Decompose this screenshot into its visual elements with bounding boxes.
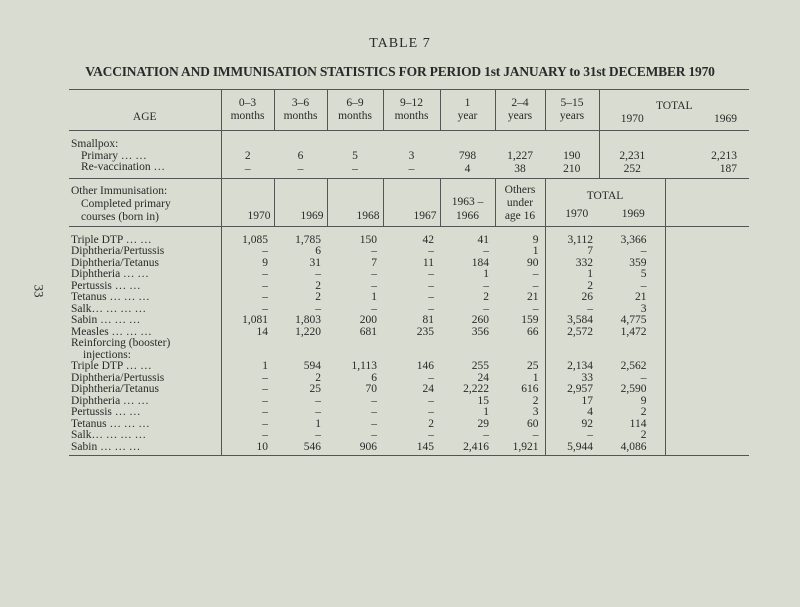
value-cell: 2 (315, 371, 321, 384)
empty-cell (440, 131, 495, 151)
value-cell: 17 (545, 396, 599, 408)
value-cell: – (640, 245, 647, 257)
header-text: 2–4 (511, 97, 529, 109)
value-cell: 681 (359, 325, 377, 338)
row-label: Triple DTP … … (71, 233, 152, 246)
value-cell: – (221, 373, 274, 385)
value-cell: 41 (477, 233, 489, 246)
booster-row (69, 361, 749, 373)
value-cell: 210 (545, 162, 599, 178)
empty-cell (545, 131, 599, 151)
empty-cell (665, 292, 749, 304)
empty-cell (495, 338, 545, 361)
empty-cell (221, 338, 274, 361)
value-cell: 21 (527, 291, 539, 303)
value-cell: 2 (545, 281, 599, 293)
range-header (440, 178, 495, 226)
value-cell: 359 (629, 256, 647, 269)
value-cell: 42 (422, 233, 434, 246)
empty-cell (665, 178, 749, 226)
section-heading: Smallpox: (71, 138, 119, 150)
header-text: courses (born in) (81, 210, 159, 223)
header-text: Reinforcing (booster) (71, 337, 171, 349)
value-cell: – (428, 268, 434, 280)
value-cell: 1 (545, 269, 599, 281)
value-cell: 4 (545, 407, 599, 419)
row-label: Diphtheria/Tetanus (71, 256, 159, 269)
value-cell: 1 (371, 291, 377, 303)
value-cell: 24 (422, 383, 434, 395)
value-cell: 66 (527, 325, 539, 338)
value-cell: – (371, 429, 377, 441)
empty-cell (665, 258, 749, 270)
value-cell: 187 (665, 162, 749, 178)
value-cell: – (221, 246, 274, 258)
value-cell: 9 (221, 258, 274, 270)
value-cell: 29 (477, 417, 489, 430)
value-cell: 5,944 (545, 442, 599, 456)
value-cell: 159 (521, 314, 539, 326)
empty-cell (665, 407, 749, 419)
value-cell: 184 (471, 256, 489, 269)
value-cell: – (545, 304, 599, 316)
value-cell: – (428, 406, 434, 418)
value-cell: 60 (527, 417, 539, 430)
empty-cell (327, 131, 383, 151)
total-year-header: 1970 (599, 113, 665, 131)
value-cell: – (371, 406, 377, 418)
header-text: 1 (464, 97, 471, 109)
value-cell: – (371, 268, 377, 280)
birth-year-header: 1967 (383, 178, 440, 226)
empty-cell (665, 281, 749, 293)
booster-row (69, 407, 749, 419)
value-cell: 1 (483, 406, 489, 418)
others-header (495, 178, 545, 226)
value-cell: 1,113 (351, 360, 377, 372)
header-text: 5–15 (560, 97, 584, 109)
value-cell: 200 (359, 314, 377, 326)
value-cell: – (545, 430, 599, 442)
booster-heading-row (69, 338, 749, 361)
header-text: under (506, 196, 534, 209)
empty-cell (665, 269, 749, 281)
empty-cell (665, 304, 749, 316)
value-cell: 25 (309, 383, 321, 395)
value-cell: 332 (545, 258, 599, 270)
primary-row (69, 269, 749, 281)
primary-row (69, 304, 749, 316)
empty-cell (665, 442, 749, 456)
value-cell: 2,222 (463, 383, 489, 395)
value-cell: 4 (440, 162, 495, 178)
value-cell: – (315, 406, 321, 418)
value-cell: 15 (477, 394, 489, 407)
value-cell: – (221, 384, 274, 396)
total-header: TOTAL (599, 90, 749, 114)
value-cell: 33 (545, 373, 599, 385)
value-cell: – (371, 279, 377, 292)
value-cell: 1,803 (295, 314, 321, 326)
table-subtitle: VACCINATION AND IMMUNISATION STATISTICS FOR PERIOD 1st JANUARY to 31st DECEMBER 1970 (85, 64, 715, 79)
header-text: year (457, 110, 478, 122)
empty-cell (274, 338, 327, 361)
value-cell: 2 (532, 394, 539, 407)
value-cell: 1,921 (495, 442, 545, 456)
value-cell: 1,785 (295, 233, 321, 246)
vaccination-table (69, 89, 749, 456)
value-cell: 2,590 (620, 383, 647, 395)
value-cell: 260 (471, 314, 489, 326)
value-cell: 2 (483, 291, 489, 303)
row-label: Measles … … … (71, 325, 152, 338)
header-text: age 16 (504, 209, 536, 222)
value-cell: – (221, 292, 274, 304)
value-cell: 92 (545, 419, 599, 431)
value-cell: 114 (629, 417, 647, 430)
row-label: Diphtheria/Pertussis (71, 245, 165, 257)
row-label: Diphtheria … … (71, 394, 149, 407)
other-immunisation-label (69, 178, 221, 226)
primary-row (69, 292, 749, 304)
value-cell: 2,957 (545, 384, 599, 396)
value-cell: 4,086 (599, 442, 665, 456)
value-cell: 190 (563, 149, 581, 162)
value-cell: 2,572 (545, 327, 599, 339)
header-text: 1963 – (451, 195, 484, 208)
header-text: Completed primary (81, 197, 171, 210)
value-cell: 255 (471, 360, 489, 372)
row-label: Re-vaccination … (69, 162, 221, 178)
primary-row (69, 281, 749, 293)
empty-cell (274, 131, 327, 151)
value-cell: 2 (428, 417, 434, 430)
empty-cell (665, 361, 749, 373)
header-text: months (338, 110, 372, 122)
value-cell: 356 (471, 325, 489, 338)
smallpox-row (69, 162, 749, 178)
header-text: months (394, 110, 429, 122)
value-cell: – (640, 279, 647, 292)
value-cell: 906 (327, 442, 383, 456)
empty-cell (665, 430, 749, 442)
empty-cell (221, 131, 274, 151)
value-cell: 1,472 (620, 325, 647, 338)
value-cell: 1 (483, 268, 489, 280)
value-cell: 2 (640, 406, 647, 418)
value-cell: 1,085 (221, 226, 274, 246)
booster-row (69, 396, 749, 408)
header-text: TOTAL (586, 189, 624, 202)
value-cell: 4,775 (620, 314, 647, 326)
value-cell: 235 (416, 325, 434, 338)
empty-cell (665, 131, 749, 151)
empty-cell (665, 419, 749, 431)
booster-row (69, 384, 749, 396)
header-row-top (69, 90, 749, 114)
value-cell: – (532, 302, 539, 315)
header-text: months (230, 110, 265, 122)
age-group-header (495, 90, 545, 131)
header-text: 6–9 (346, 97, 364, 109)
value-cell: 7 (545, 246, 599, 258)
empty-cell (495, 131, 545, 151)
value-cell: – (428, 394, 434, 407)
age-group-header (274, 90, 327, 131)
value-cell: 2 (315, 279, 321, 292)
empty-cell (327, 338, 383, 361)
age-group-header (327, 90, 383, 131)
value-cell: 90 (527, 256, 539, 269)
empty-cell (665, 396, 749, 408)
value-cell: 3 (640, 302, 647, 315)
value-cell: 3,584 (545, 315, 599, 327)
row-label: Salk… … … … (71, 429, 147, 441)
value-cell: 26 (545, 292, 599, 304)
empty-cell (665, 246, 749, 258)
value-cell: 616 (521, 383, 539, 395)
value-cell: – (221, 162, 274, 178)
value-cell: 21 (635, 291, 647, 303)
row-label: Diphtheria/Pertussis (71, 371, 165, 384)
header-text: 3–6 (291, 97, 310, 109)
age-group-header (440, 90, 495, 131)
total-year-header: 1969 (665, 113, 749, 131)
value-cell: 10 (221, 442, 274, 456)
header2-row (69, 178, 749, 226)
row-label: Diphtheria … … (71, 268, 149, 280)
table-title: TABLE 7 (369, 36, 431, 51)
row-label: Tetanus … … … (71, 291, 150, 303)
primary-row (69, 226, 749, 246)
value-cell: 1,081 (221, 315, 274, 327)
value-cell: – (428, 291, 434, 303)
row-label: Sabin … … … (69, 442, 221, 456)
age-group-header (221, 90, 274, 131)
empty-cell (545, 338, 599, 361)
value-cell: 25 (527, 360, 539, 372)
value-cell: – (371, 417, 377, 430)
primary-row (69, 315, 749, 327)
empty-cell (665, 226, 749, 246)
header-text: 1969 (621, 207, 645, 220)
section-heading (69, 338, 221, 361)
value-cell: – (221, 407, 274, 419)
value-cell: 1 (532, 245, 539, 257)
header-text: injections: (83, 348, 131, 361)
value-cell: – (327, 162, 383, 178)
header-text: years (507, 110, 533, 122)
row-label: Triple DTP … … (71, 360, 152, 372)
value-cell: – (640, 371, 647, 384)
value-cell: 70 (365, 383, 377, 395)
value-cell: 6 (315, 245, 321, 257)
value-cell: – (428, 245, 434, 257)
value-cell: – (371, 302, 377, 315)
value-cell: 2,213 (711, 149, 737, 162)
header-text: 1966 (456, 209, 479, 222)
value-cell: 2,562 (620, 360, 647, 372)
row-label: Sabin … … … (71, 314, 141, 326)
value-cell: – (315, 394, 321, 407)
page-number: 33 (31, 284, 47, 298)
value-cell: 798 (458, 149, 477, 162)
value-cell: 14 (221, 327, 274, 339)
value-cell: – (532, 429, 539, 441)
empty-cell (665, 338, 749, 361)
empty-cell (383, 338, 440, 361)
header-text: months (283, 110, 318, 122)
value-cell: – (221, 396, 274, 408)
value-cell: 11 (422, 256, 434, 269)
birth-year-header: 1969 (274, 178, 327, 226)
value-cell: 3,366 (620, 233, 647, 246)
booster-row (69, 419, 749, 431)
value-cell: 38 (495, 162, 545, 178)
value-cell: – (315, 268, 321, 280)
smallpox-row (69, 151, 749, 163)
value-cell: 150 (359, 233, 377, 246)
value-cell: – (221, 269, 274, 281)
empty-cell (440, 338, 495, 361)
booster-row (69, 430, 749, 442)
value-cell: – (428, 429, 434, 441)
value-cell: – (483, 245, 489, 257)
value-cell: 2,231 (599, 151, 665, 163)
value-cell: – (428, 371, 434, 384)
value-cell: – (483, 429, 489, 441)
birth-year-header: 1968 (327, 178, 383, 226)
value-cell: 146 (416, 360, 434, 372)
value-cell: – (483, 302, 489, 315)
age-group-header (383, 90, 440, 131)
value-cell: 1 (221, 361, 274, 373)
booster-row (69, 373, 749, 385)
value-cell: 6 (371, 371, 377, 384)
value-cell: 2 (221, 151, 274, 163)
header-text: 1970 (565, 207, 589, 220)
value-cell: 3 (408, 149, 415, 162)
row-label: Pertussis … … (71, 406, 141, 418)
value-cell: 145 (383, 442, 440, 456)
value-cell: 1,220 (295, 325, 321, 338)
value-cell: 9 (532, 233, 539, 246)
value-cell: 594 (303, 360, 321, 372)
value-cell: 7 (371, 256, 377, 269)
value-cell: 1,227 (507, 149, 533, 162)
value-cell: – (221, 281, 274, 293)
smallpox-heading-row (69, 131, 749, 151)
empty-cell (665, 373, 749, 385)
value-cell: – (532, 279, 539, 292)
value-cell: – (315, 429, 321, 441)
value-cell: – (371, 245, 377, 257)
value-cell: – (221, 304, 274, 316)
row-label: Tetanus … … … (71, 417, 150, 430)
birth-year-header: 1970 (221, 178, 274, 226)
primary-row (69, 258, 749, 270)
row-label: Pertussis … … (71, 279, 141, 292)
empty-cell (599, 131, 665, 151)
row-label: Primary … … (81, 149, 147, 162)
header-text: 9–12 (400, 97, 423, 109)
header-text: Others (504, 183, 536, 196)
value-cell: 31 (309, 256, 321, 269)
value-cell: 252 (599, 162, 665, 178)
age-group-header (545, 90, 599, 131)
row-label: Salk… … … … (71, 302, 147, 315)
value-cell: 3,112 (545, 226, 599, 246)
value-cell: 2 (640, 429, 647, 441)
booster-row (69, 442, 749, 456)
value-cell: – (221, 430, 274, 442)
empty-cell (665, 315, 749, 327)
empty-cell (665, 384, 749, 396)
value-cell: 2 (315, 291, 321, 303)
value-cell: – (221, 419, 274, 431)
value-cell: – (532, 268, 539, 280)
primary-row (69, 246, 749, 258)
value-cell: 1 (532, 371, 539, 384)
value-cell: – (383, 162, 440, 178)
value-cell: – (274, 162, 327, 178)
empty-cell (599, 338, 665, 361)
value-cell: – (483, 279, 489, 292)
value-cell: – (315, 302, 321, 315)
value-cell: – (371, 394, 377, 407)
value-cell: 6 (297, 149, 304, 162)
primary-row (69, 327, 749, 339)
total2-header (545, 178, 665, 226)
empty-cell (665, 327, 749, 339)
header-text: Other Immunisation: (71, 184, 168, 197)
value-cell: 546 (274, 442, 327, 456)
header-text: years (559, 110, 585, 122)
value-cell: 2,416 (440, 442, 495, 456)
value-cell: 2,134 (545, 361, 599, 373)
value-cell: 1 (315, 417, 321, 430)
value-cell: 5 (640, 268, 647, 280)
age-header: AGE (69, 90, 221, 131)
header-text: 0–3 (238, 97, 257, 109)
value-cell: – (428, 302, 434, 315)
empty-cell (383, 131, 440, 151)
row-label: Diphtheria/Tetanus (71, 383, 159, 395)
value-cell: – (428, 279, 434, 292)
value-cell: 9 (640, 394, 647, 407)
value-cell: 24 (477, 371, 489, 384)
value-cell: 81 (422, 314, 434, 326)
value-cell: 3 (532, 406, 539, 418)
value-cell: 5 (352, 149, 358, 162)
